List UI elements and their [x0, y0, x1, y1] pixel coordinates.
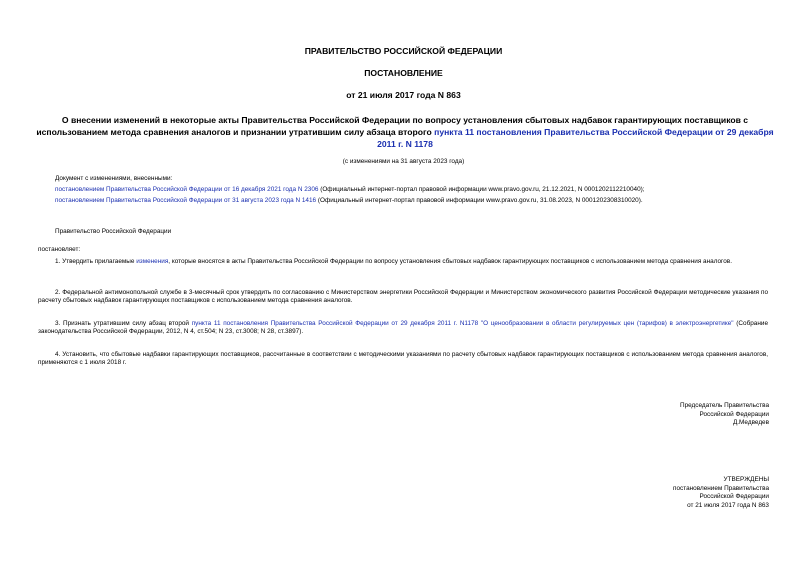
amendment-link[interactable]: постановлением Правительства Российской Федерации от 31 августа 2023 года N 1416: [55, 197, 317, 205]
paragraph-3-text: 3. Признать утратившим силу абзац второй: [55, 320, 192, 327]
paragraph-4: 4. Установить, что сбытовые надбавки гарантирующих поставщиков, рассчитанные в соответствии с методическими указаниями по расчету сбытовых надбавок гарантирующих поставщиков с использованием метода сравнения аналогов, применяются с 1 июля 2018 г.: [38, 351, 768, 367]
paragraph-3-text-end: (Собрание законодательства Российской Федерации, 2012, N 4, ст.504; N 23, ст.3008; N 28, ст.3897).: [38, 320, 768, 336]
paragraph-1: [38, 258, 768, 266]
paragraph-1-text: 1. Утвердить прилагаемые: [55, 258, 137, 265]
paragraph-1-text-end: , которые вносятся в акты Правительства Российской Федерации по вопросу установления сбытовых надбавок гарантирующих поставщиков с использованием метода сравнения аналогов.: [168, 258, 732, 265]
doc-type-heading: ПОСТАНОВЛЕНИЕ: [364, 68, 443, 78]
signature-block: [680, 402, 769, 428]
repealed-clause-link[interactable]: пункта 11 постановления Правительства Российской Федерации от 29 декабря 2011 г. N1178 "О ценообразовании в области регулируемых цен (тарифов) в электроэнергетике": [191, 320, 734, 327]
paragraph-3: [38, 320, 768, 337]
document-title: [30, 114, 780, 151]
signature-position: Председатель Правительства: [680, 402, 769, 409]
decides-text: постановляет:: [38, 246, 81, 253]
approval-block: [673, 476, 769, 510]
amendment-link[interactable]: постановлением Правительства Российской Федерации от 16 декабря 2021 года N 2306: [55, 186, 319, 194]
issuer-text: Правительство Российской Федерации: [55, 228, 172, 235]
signature-name: Д.Медведев: [732, 419, 769, 427]
date-number-heading: от 21 июля 2017 года N 863: [346, 90, 461, 100]
approval-country: Российской Федерации: [699, 493, 769, 501]
changes-link[interactable]: изменения: [136, 258, 169, 265]
signature-country: Российской Федерации: [699, 410, 769, 418]
amendment-item: [55, 197, 775, 205]
approval-date: от 21 июля 2017 года N 863: [687, 501, 769, 509]
org-heading: ПРАВИТЕЛЬСТВО РОССИЙСКОЙ ФЕДЕРАЦИИ: [304, 46, 503, 56]
amendment-item: [55, 186, 775, 194]
amendments-heading: Документ с изменениями, внесенными:: [55, 175, 173, 182]
revision-note: (с изменениями на 31 августа 2023 года): [342, 158, 465, 165]
amendment-source: (Официальный интернет-портал правовой информации www.pravo.gov.ru, 31.08.2023, N 0001202308310020).: [316, 197, 643, 205]
approval-title: УТВЕРЖДЕНЫ: [723, 476, 769, 483]
approval-by: постановлением Правительства: [673, 484, 769, 492]
title-text: О внесении изменений в некоторые акты Правительства Российской Федерации по вопросу установления сбытовых надбавок гарантирующих поставщиков с использованием метода сравнения аналогов и признании утратившим силу абзаца второго: [36, 115, 749, 138]
amendment-source: (Официальный интернет-портал правовой информации www.pravo.gov.ru, 21.12.2021, N 0001202112210040);: [318, 186, 645, 194]
title-link[interactable]: пункта 11 постановления Правительства Российской Федерации от 29 декабря 2011 г. N 1178: [377, 127, 774, 150]
amendments-block: [55, 175, 775, 206]
paragraph-2: 2. Федеральной антимонопольной службе в 3-месячный срок утвердить по согласованию с Министерством энергетики Российской Федерации и Министерством экономического развития Российской Федерации методические указания по расчету сбытовых надбавок гарантирующих поставщиков с использованием метода сравнения аналогов.: [38, 289, 768, 305]
